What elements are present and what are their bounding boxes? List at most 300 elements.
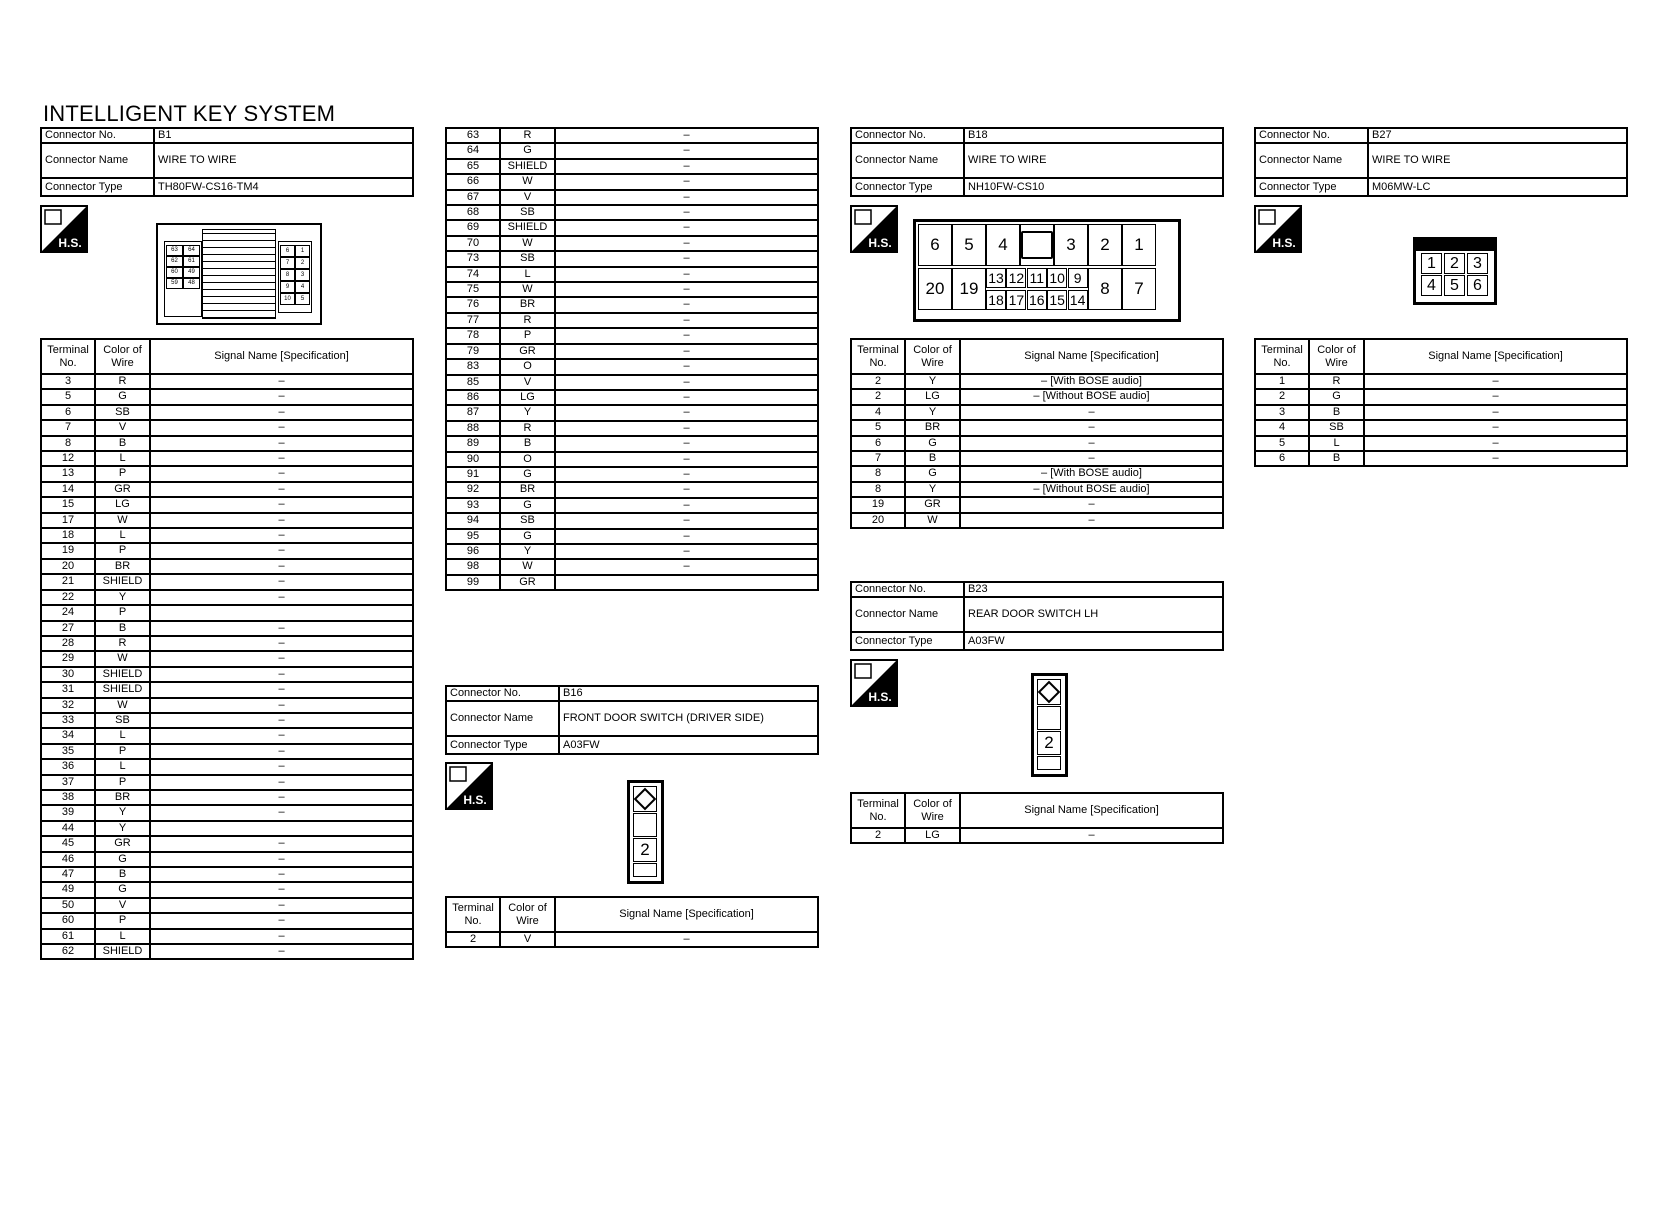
terminal-no: 50: [41, 898, 95, 913]
connector-no-value: B18: [964, 128, 1223, 143]
signal-name: –: [150, 466, 413, 481]
terminal-no: 94: [446, 513, 500, 528]
table-row: [41, 451, 413, 466]
table-row: [41, 420, 413, 435]
pin-label: 12: [1006, 268, 1026, 288]
table-row: [41, 744, 413, 759]
terminal-no: 6: [1255, 451, 1309, 466]
label-connector-no: Connector No.: [1255, 128, 1368, 143]
connector-b1-terminal-table-continued: [445, 127, 819, 591]
harness-side-icon: [850, 205, 898, 253]
header-color: Color of Wire: [905, 339, 960, 374]
connector-b23-face: [1031, 673, 1068, 777]
wire-color: P: [95, 543, 150, 558]
terminal-no: 21: [41, 574, 95, 589]
terminal-no: 36: [41, 759, 95, 774]
terminal-no: 19: [851, 497, 905, 512]
terminal-no: 18: [41, 528, 95, 543]
signal-name: –: [555, 467, 818, 482]
wire-color: P: [95, 913, 150, 928]
terminal-no: 19: [41, 543, 95, 558]
signal-name: –: [150, 651, 413, 666]
table-row: [41, 728, 413, 743]
table-row: [1255, 405, 1627, 420]
header-terminal: Terminal No.: [851, 793, 905, 828]
pin-label: 20: [918, 268, 952, 310]
wire-color: G: [500, 467, 555, 482]
connector-b18-face: [913, 219, 1181, 322]
table-row: [446, 236, 818, 251]
terminal-no: 93: [446, 498, 500, 513]
signal-name: –: [555, 452, 818, 467]
table-row: [446, 529, 818, 544]
pin-label: 10: [1047, 268, 1067, 288]
terminal-no: 8: [41, 436, 95, 451]
signal-name: –: [150, 543, 413, 558]
table-row: [41, 944, 413, 959]
wire-color: B: [95, 867, 150, 882]
wire-color: GR: [95, 836, 150, 851]
pin-label: 2: [295, 257, 310, 269]
terminal-no: 17: [41, 513, 95, 528]
terminal-no: 91: [446, 467, 500, 482]
label-connector-name: Connector Name: [446, 701, 559, 736]
table-row: [446, 313, 818, 328]
signal-name: –: [150, 867, 413, 882]
table-row: [446, 482, 818, 497]
table-row: [41, 898, 413, 913]
header-signal: Signal Name [Specification]: [1364, 339, 1627, 374]
wire-color: LG: [905, 389, 960, 404]
table-row: [851, 482, 1223, 497]
terminal-no: 3: [41, 374, 95, 389]
header-signal: Signal Name [Specification]: [150, 339, 413, 374]
table-row: [41, 805, 413, 820]
connector-type-value: NH10FW-CS10: [964, 178, 1223, 196]
table-row: [1255, 451, 1627, 466]
wire-color: W: [500, 174, 555, 189]
wire-color: GR: [500, 575, 555, 590]
connector-b1: [40, 127, 414, 197]
signal-name: [555, 575, 818, 590]
signal-name: –: [1364, 436, 1627, 451]
terminal-no: 67: [446, 190, 500, 205]
terminal-no: 8: [851, 466, 905, 481]
signal-name: –: [555, 128, 818, 143]
signal-name: [150, 821, 413, 836]
table-row: [41, 759, 413, 774]
label-connector-name: Connector Name: [1255, 143, 1368, 178]
table-row: [41, 790, 413, 805]
terminal-no: 66: [446, 174, 500, 189]
pin-label: 3: [295, 269, 310, 281]
table-row: [446, 344, 818, 359]
table-row: [41, 374, 413, 389]
table-row: [446, 421, 818, 436]
wire-color: P: [95, 775, 150, 790]
pin-label: 9: [1068, 268, 1088, 288]
connector-b18: [850, 127, 1224, 197]
wire-color: L: [95, 929, 150, 944]
signal-name: – [With BOSE audio]: [960, 466, 1223, 481]
wire-color: SB: [500, 205, 555, 220]
connector-name-value: WIRE TO WIRE: [1368, 143, 1627, 178]
harness-side-icon: [445, 762, 493, 810]
signal-name: –: [150, 713, 413, 728]
wire-color: BR: [95, 790, 150, 805]
header-terminal: Terminal No.: [851, 339, 905, 374]
pin-label: 62: [166, 256, 183, 267]
table-row: [446, 498, 818, 513]
wire-color: G: [500, 143, 555, 158]
label-connector-type: Connector Type: [446, 736, 559, 754]
signal-name: –: [960, 420, 1223, 435]
table-row: [41, 682, 413, 697]
hs-label: H.S.: [868, 690, 892, 704]
signal-name: –: [150, 436, 413, 451]
terminal-no: 4: [1255, 420, 1309, 435]
wire-color: G: [95, 882, 150, 897]
table-row: [41, 389, 413, 404]
table-row: [446, 297, 818, 312]
header-signal: Signal Name [Specification]: [555, 897, 818, 932]
terminal-no: 78: [446, 328, 500, 343]
b27-latch: [1416, 240, 1494, 251]
label-connector-type: Connector Type: [1255, 178, 1368, 196]
signal-name: –: [150, 420, 413, 435]
pin-label: 48: [183, 278, 200, 289]
pin-label: 5: [952, 224, 986, 266]
wire-color: R: [1309, 374, 1364, 389]
table-row: [41, 852, 413, 867]
table-row: [1255, 420, 1627, 435]
wire-color: BR: [500, 482, 555, 497]
terminal-no: 37: [41, 775, 95, 790]
signal-name: –: [960, 497, 1223, 512]
wire-color: BR: [905, 420, 960, 435]
connector-type-value: M06MW-LC: [1368, 178, 1627, 196]
terminal-no: 4: [851, 405, 905, 420]
table-row: [446, 282, 818, 297]
label-connector-type: Connector Type: [41, 178, 154, 196]
terminal-no: 92: [446, 482, 500, 497]
signal-name: –: [555, 421, 818, 436]
wire-color: LG: [905, 828, 960, 843]
table-row: [41, 574, 413, 589]
table-row: [41, 775, 413, 790]
header-signal: Signal Name [Specification]: [960, 793, 1223, 828]
wire-color: W: [95, 698, 150, 713]
connector-b18-terminal-table: [850, 338, 1224, 529]
pin-label: 2: [1088, 224, 1122, 266]
pin-label: 7: [280, 257, 295, 269]
label-connector-no: Connector No.: [851, 128, 964, 143]
signal-name: –: [555, 159, 818, 174]
wire-color: SB: [1309, 420, 1364, 435]
pin-label: 9: [280, 281, 295, 293]
signal-name: –: [150, 667, 413, 682]
wire-color: GR: [905, 497, 960, 512]
hs-label: H.S.: [58, 236, 82, 250]
wire-color: G: [905, 466, 960, 481]
signal-name: – [Without BOSE audio]: [960, 482, 1223, 497]
terminal-no: 60: [41, 913, 95, 928]
signal-name: –: [555, 267, 818, 282]
terminal-no: 47: [41, 867, 95, 882]
terminal-no: 83: [446, 359, 500, 374]
table-row: [446, 174, 818, 189]
signal-name: –: [150, 590, 413, 605]
table-row: [446, 390, 818, 405]
wire-color: W: [500, 282, 555, 297]
wire-color: GR: [500, 344, 555, 359]
connector-b27-terminal-table: [1254, 338, 1628, 467]
b16-pin: 2: [633, 838, 657, 862]
terminal-no: 68: [446, 205, 500, 220]
wire-color: BR: [500, 297, 555, 312]
b23-empty-cell: [1037, 706, 1061, 730]
pin-label: 8: [1088, 268, 1122, 310]
signal-name: –: [150, 574, 413, 589]
table-row: [446, 375, 818, 390]
terminal-no: 30: [41, 667, 95, 682]
connector-b23-info: [850, 581, 1224, 651]
table-row: [41, 405, 413, 420]
wire-color: L: [500, 267, 555, 282]
header-color: Color of Wire: [905, 793, 960, 828]
wire-color: SHIELD: [500, 220, 555, 235]
table-row: [41, 913, 413, 928]
wire-color: SHIELD: [95, 682, 150, 697]
pin-label: 64: [183, 245, 200, 256]
pin-label: 1: [1421, 253, 1442, 274]
pin-label: 2: [1444, 253, 1465, 274]
terminal-no: 63: [446, 128, 500, 143]
signal-name: –: [150, 836, 413, 851]
table-row: [446, 190, 818, 205]
terminal-no: 12: [41, 451, 95, 466]
signal-name: –: [555, 513, 818, 528]
wire-color: R: [95, 374, 150, 389]
signal-name: –: [555, 344, 818, 359]
label-connector-name: Connector Name: [41, 143, 154, 178]
signal-name: –: [555, 390, 818, 405]
page-title: INTELLIGENT KEY SYSTEM: [43, 101, 336, 126]
signal-name: –: [150, 698, 413, 713]
label-connector-no: Connector No.: [446, 686, 559, 701]
terminal-no: 15: [41, 497, 95, 512]
signal-name: –: [150, 451, 413, 466]
signal-name: –: [555, 498, 818, 513]
wire-color: G: [905, 436, 960, 451]
table-row: [41, 466, 413, 481]
connector-no-value: B23: [964, 582, 1223, 597]
table-row: [851, 466, 1223, 481]
signal-name: –: [150, 497, 413, 512]
header-color: Color of Wire: [1309, 339, 1364, 374]
connector-type-value: A03FW: [559, 736, 818, 754]
wire-color: W: [95, 513, 150, 528]
pin-label: 16: [1027, 290, 1047, 310]
terminal-no: 27: [41, 621, 95, 636]
label-connector-type: Connector Type: [851, 632, 964, 650]
table-row: [41, 528, 413, 543]
connector-no-value: B16: [559, 686, 818, 701]
hs-label: H.S.: [463, 793, 487, 807]
signal-name: –: [150, 621, 413, 636]
signal-name: –: [960, 405, 1223, 420]
signal-name: –: [150, 482, 413, 497]
wire-color: G: [500, 498, 555, 513]
table-row: [41, 713, 413, 728]
wire-color: W: [500, 559, 555, 574]
label-connector-name: Connector Name: [851, 597, 964, 632]
wire-color: V: [500, 932, 555, 947]
terminal-no: 7: [41, 420, 95, 435]
signal-name: –: [960, 828, 1223, 843]
terminal-no: 22: [41, 590, 95, 605]
signal-name: –: [150, 744, 413, 759]
wire-color: SB: [500, 513, 555, 528]
b23-pin: 2: [1037, 731, 1061, 755]
signal-name: –: [555, 328, 818, 343]
terminal-no: 13: [41, 466, 95, 481]
wire-color: SHIELD: [95, 944, 150, 959]
terminal-no: 6: [41, 405, 95, 420]
terminal-no: 2: [851, 828, 905, 843]
harness-side-icon: [1254, 205, 1302, 253]
signal-name: –: [555, 529, 818, 544]
wire-color: G: [1309, 389, 1364, 404]
b23-bottom-cell: [1037, 756, 1061, 770]
terminal-no: 79: [446, 344, 500, 359]
terminal-no: 24: [41, 605, 95, 620]
terminal-no: 32: [41, 698, 95, 713]
connector-no-value: B27: [1368, 128, 1627, 143]
wire-color: P: [95, 466, 150, 481]
header-signal: Signal Name [Specification]: [960, 339, 1223, 374]
pin-label: 4: [295, 281, 310, 293]
b16-key-cell: [633, 786, 657, 812]
table-row: [446, 128, 818, 143]
table-row: [446, 205, 818, 220]
pin-label: 5: [295, 293, 310, 305]
pin-label: 14: [1068, 290, 1088, 310]
wire-color: V: [500, 190, 555, 205]
table-row: [446, 220, 818, 235]
connector-name-value: WIRE TO WIRE: [964, 143, 1223, 178]
terminal-no: 28: [41, 636, 95, 651]
connector-b27-info: [1254, 127, 1628, 197]
terminal-no: 89: [446, 436, 500, 451]
signal-name: –: [150, 559, 413, 574]
wire-color: Y: [905, 482, 960, 497]
signal-name: –: [150, 805, 413, 820]
signal-name: –: [1364, 451, 1627, 466]
signal-name: –: [555, 143, 818, 158]
table-row: [41, 836, 413, 851]
signal-name: –: [150, 790, 413, 805]
table-row: [446, 544, 818, 559]
wire-color: R: [500, 421, 555, 436]
hs-label: H.S.: [1272, 236, 1296, 250]
label-connector-name: Connector Name: [851, 143, 964, 178]
terminal-no: 31: [41, 682, 95, 697]
signal-name: –: [555, 251, 818, 266]
table-row: [41, 636, 413, 651]
table-row: [41, 929, 413, 944]
connector-b1-terminal-table: [40, 338, 414, 960]
terminal-no: 5: [41, 389, 95, 404]
connector-b27-face: [1413, 237, 1497, 305]
table-row: [851, 497, 1223, 512]
signal-name: –: [555, 482, 818, 497]
terminal-no: 44: [41, 821, 95, 836]
wire-color: P: [95, 744, 150, 759]
pin-label: 6: [918, 224, 952, 266]
signal-name: –: [555, 282, 818, 297]
table-row: [41, 559, 413, 574]
signal-name: –: [555, 174, 818, 189]
table-row: [446, 559, 818, 574]
wire-color: B: [1309, 451, 1364, 466]
terminal-no: 2: [446, 932, 500, 947]
wire-color: SHIELD: [95, 574, 150, 589]
table-row: [1255, 389, 1627, 404]
pin-label: 7: [1122, 268, 1156, 310]
b16-empty-cell: [633, 813, 657, 837]
signal-name: [150, 605, 413, 620]
wire-color: Y: [95, 590, 150, 605]
signal-name: –: [150, 929, 413, 944]
pin-label: 4: [1421, 275, 1442, 296]
terminal-no: 5: [1255, 436, 1309, 451]
table-row: [41, 605, 413, 620]
label-connector-no: Connector No.: [851, 582, 964, 597]
label-connector-type: Connector Type: [851, 178, 964, 196]
wire-color: Y: [905, 405, 960, 420]
wire-color: LG: [500, 390, 555, 405]
wire-color: Y: [500, 544, 555, 559]
header-terminal: Terminal No.: [446, 897, 500, 932]
wire-color: Y: [905, 374, 960, 389]
signal-name: –: [555, 313, 818, 328]
pin-label: 49: [183, 267, 200, 278]
terminal-no: 65: [446, 159, 500, 174]
table-row: [851, 451, 1223, 466]
wire-color: L: [1309, 436, 1364, 451]
signal-name: –: [555, 297, 818, 312]
table-row: [446, 436, 818, 451]
b1-center-grid: [202, 229, 276, 319]
table-row: [851, 405, 1223, 420]
wire-color: LG: [95, 497, 150, 512]
signal-name: –: [555, 405, 818, 420]
wire-color: G: [95, 852, 150, 867]
table-row: [446, 575, 818, 590]
terminal-no: 20: [851, 513, 905, 528]
connector-b27: [1254, 127, 1628, 197]
wire-color: W: [905, 513, 960, 528]
signal-name: –: [150, 682, 413, 697]
terminal-no: 2: [851, 374, 905, 389]
signal-name: –: [960, 451, 1223, 466]
wire-color: B: [95, 621, 150, 636]
connector-type-value: TH80FW-CS16-TM4: [154, 178, 413, 196]
signal-name: –: [1364, 405, 1627, 420]
b18-key-cell: [1020, 224, 1054, 266]
wire-color: P: [500, 328, 555, 343]
